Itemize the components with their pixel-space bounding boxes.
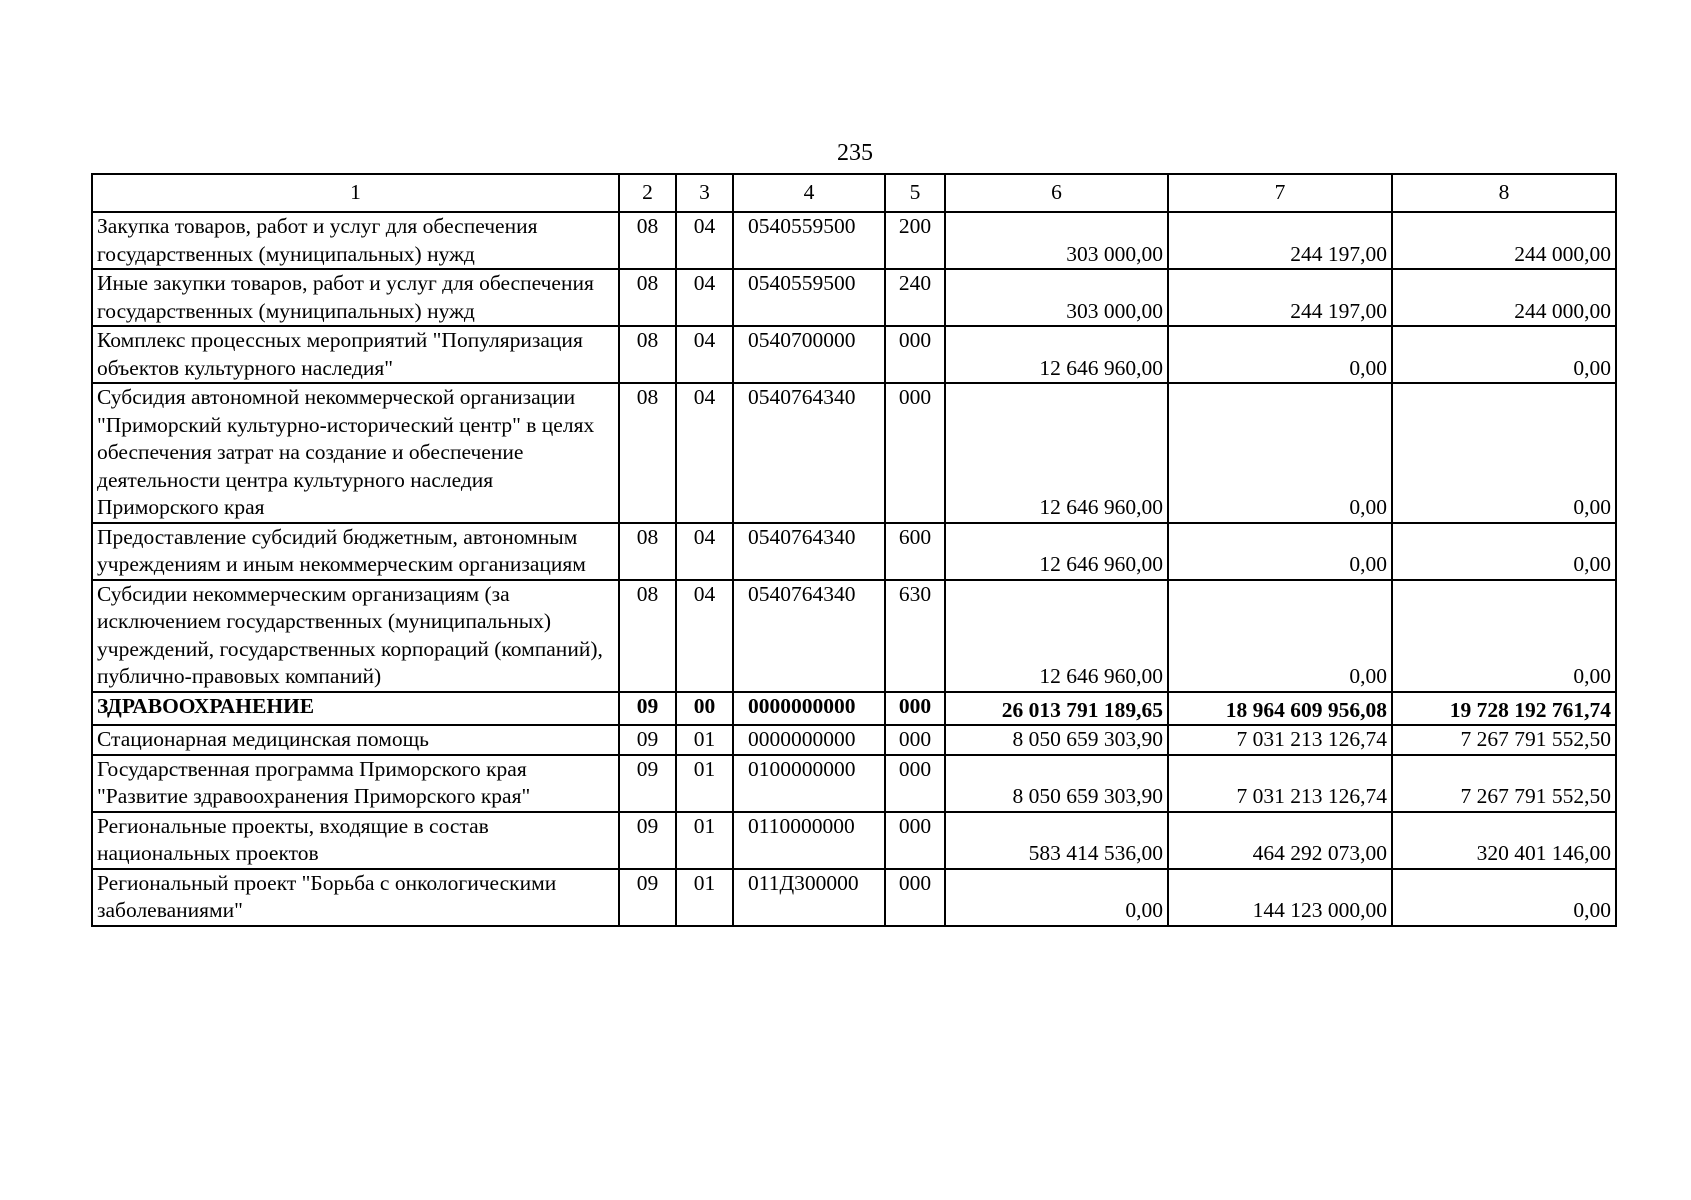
table-row	[92, 725, 1616, 755]
amount-col-7: 0,00	[1168, 580, 1392, 692]
amount-col-8: 0,00	[1392, 869, 1616, 926]
section-code: 09	[619, 869, 676, 926]
row-description: Субсидия автономной некоммерческой организации "Приморский культурно-исторический центр" в целях обеспечения затрат на создание и обеспечение деятельности центра культурного наследия Приморского края	[92, 383, 619, 523]
expense-type-code: 240	[885, 269, 945, 326]
subsection-code: 04	[676, 523, 733, 580]
section-code: 08	[619, 212, 676, 269]
page-number: 235	[837, 140, 873, 166]
target-article-code: 0000000000	[733, 692, 885, 726]
row-description: Предоставление субсидий бюджетным, автономным учреждениям и иным некоммерческим организациям	[92, 523, 619, 580]
expense-type-code: 000	[885, 692, 945, 726]
amount-col-6: 8 050 659 303,90	[945, 755, 1168, 812]
amount-col-6: 8 050 659 303,90	[945, 725, 1168, 755]
table-row	[92, 755, 1616, 812]
column-header: 5	[885, 174, 945, 212]
row-description: Закупка товаров, работ и услуг для обеспечения государственных (муниципальных) нужд	[92, 212, 619, 269]
table-header-row	[92, 174, 1616, 212]
table-row	[92, 812, 1616, 869]
subsection-code: 01	[676, 755, 733, 812]
target-article-code: 0540559500	[733, 269, 885, 326]
column-header: 2	[619, 174, 676, 212]
target-article-code: 0540764340	[733, 523, 885, 580]
section-code: 08	[619, 523, 676, 580]
section-code: 09	[619, 812, 676, 869]
expense-type-code: 000	[885, 812, 945, 869]
amount-col-6: 12 646 960,00	[945, 580, 1168, 692]
section-code: 08	[619, 580, 676, 692]
amount-col-7: 244 197,00	[1168, 212, 1392, 269]
table-row	[92, 523, 1616, 580]
column-header: 7	[1168, 174, 1392, 212]
target-article-code: 0540559500	[733, 212, 885, 269]
amount-col-7: 464 292 073,00	[1168, 812, 1392, 869]
row-description: Субсидии некоммерческим организациям (за исключением государственных (муниципальных) учреждений, государственных корпораций (компаний), публично-правовых компаний)	[92, 580, 619, 692]
row-description: Региональные проекты, входящие в состав национальных проектов	[92, 812, 619, 869]
amount-col-8: 320 401 146,00	[1392, 812, 1616, 869]
amount-col-8: 0,00	[1392, 580, 1616, 692]
expense-type-code: 000	[885, 725, 945, 755]
amount-col-7: 244 197,00	[1168, 269, 1392, 326]
budget-table	[91, 173, 1617, 927]
row-description: Государственная программа Приморского края "Развитие здравоохранения Приморского края"	[92, 755, 619, 812]
amount-col-8: 244 000,00	[1392, 269, 1616, 326]
table-row	[92, 580, 1616, 692]
section-code: 08	[619, 383, 676, 523]
row-description: Комплекс процессных мероприятий "Популяризация объектов культурного наследия"	[92, 326, 619, 383]
amount-col-6: 0,00	[945, 869, 1168, 926]
amount-col-8: 7 267 791 552,50	[1392, 755, 1616, 812]
section-code: 08	[619, 269, 676, 326]
column-header: 4	[733, 174, 885, 212]
target-article-code: 0000000000	[733, 725, 885, 755]
column-header: 8	[1392, 174, 1616, 212]
table-row	[92, 869, 1616, 926]
amount-col-7: 7 031 213 126,74	[1168, 725, 1392, 755]
column-header: 6	[945, 174, 1168, 212]
target-article-code: 0540764340	[733, 383, 885, 523]
amount-col-6: 12 646 960,00	[945, 523, 1168, 580]
amount-col-8: 244 000,00	[1392, 212, 1616, 269]
row-description: ЗДРАВООХРАНЕНИЕ	[92, 692, 619, 726]
subsection-code: 01	[676, 869, 733, 926]
amount-col-8: 0,00	[1392, 383, 1616, 523]
amount-col-8: 7 267 791 552,50	[1392, 725, 1616, 755]
column-header: 3	[676, 174, 733, 212]
amount-col-7: 18 964 609 956,08	[1168, 692, 1392, 726]
subsection-code: 04	[676, 383, 733, 523]
row-description: Стационарная медицинская помощь	[92, 725, 619, 755]
row-description: Региональный проект "Борьба с онкологическими заболеваниями"	[92, 869, 619, 926]
subsection-code: 04	[676, 580, 733, 692]
subsection-code: 04	[676, 212, 733, 269]
table-row	[92, 269, 1616, 326]
table-row	[92, 383, 1616, 523]
expense-type-code: 600	[885, 523, 945, 580]
amount-col-7: 0,00	[1168, 383, 1392, 523]
row-description: Иные закупки товаров, работ и услуг для обеспечения государственных (муниципальных) нужд	[92, 269, 619, 326]
section-code: 08	[619, 326, 676, 383]
amount-col-7: 144 123 000,00	[1168, 869, 1392, 926]
expense-type-code: 000	[885, 383, 945, 523]
section-total-row	[92, 692, 1616, 726]
section-code: 09	[619, 725, 676, 755]
subsection-code: 04	[676, 326, 733, 383]
expense-type-code: 000	[885, 326, 945, 383]
amount-col-8: 0,00	[1392, 326, 1616, 383]
amount-col-8: 19 728 192 761,74	[1392, 692, 1616, 726]
expense-type-code: 000	[885, 755, 945, 812]
amount-col-6: 303 000,00	[945, 269, 1168, 326]
amount-col-6: 12 646 960,00	[945, 326, 1168, 383]
amount-col-6: 26 013 791 189,65	[945, 692, 1168, 726]
section-code: 09	[619, 692, 676, 726]
subsection-code: 04	[676, 269, 733, 326]
target-article-code: 011Д300000	[733, 869, 885, 926]
table-row	[92, 326, 1616, 383]
expense-type-code: 630	[885, 580, 945, 692]
section-code: 09	[619, 755, 676, 812]
subsection-code: 00	[676, 692, 733, 726]
amount-col-8: 0,00	[1392, 523, 1616, 580]
subsection-code: 01	[676, 812, 733, 869]
target-article-code: 0540700000	[733, 326, 885, 383]
expense-type-code: 200	[885, 212, 945, 269]
expense-type-code: 000	[885, 869, 945, 926]
target-article-code: 0110000000	[733, 812, 885, 869]
target-article-code: 0100000000	[733, 755, 885, 812]
amount-col-6: 303 000,00	[945, 212, 1168, 269]
target-article-code: 0540764340	[733, 580, 885, 692]
amount-col-6: 12 646 960,00	[945, 383, 1168, 523]
amount-col-7: 0,00	[1168, 326, 1392, 383]
subsection-code: 01	[676, 725, 733, 755]
table-row	[92, 212, 1616, 269]
amount-col-7: 0,00	[1168, 523, 1392, 580]
amount-col-6: 583 414 536,00	[945, 812, 1168, 869]
amount-col-7: 7 031 213 126,74	[1168, 755, 1392, 812]
column-header: 1	[92, 174, 619, 212]
